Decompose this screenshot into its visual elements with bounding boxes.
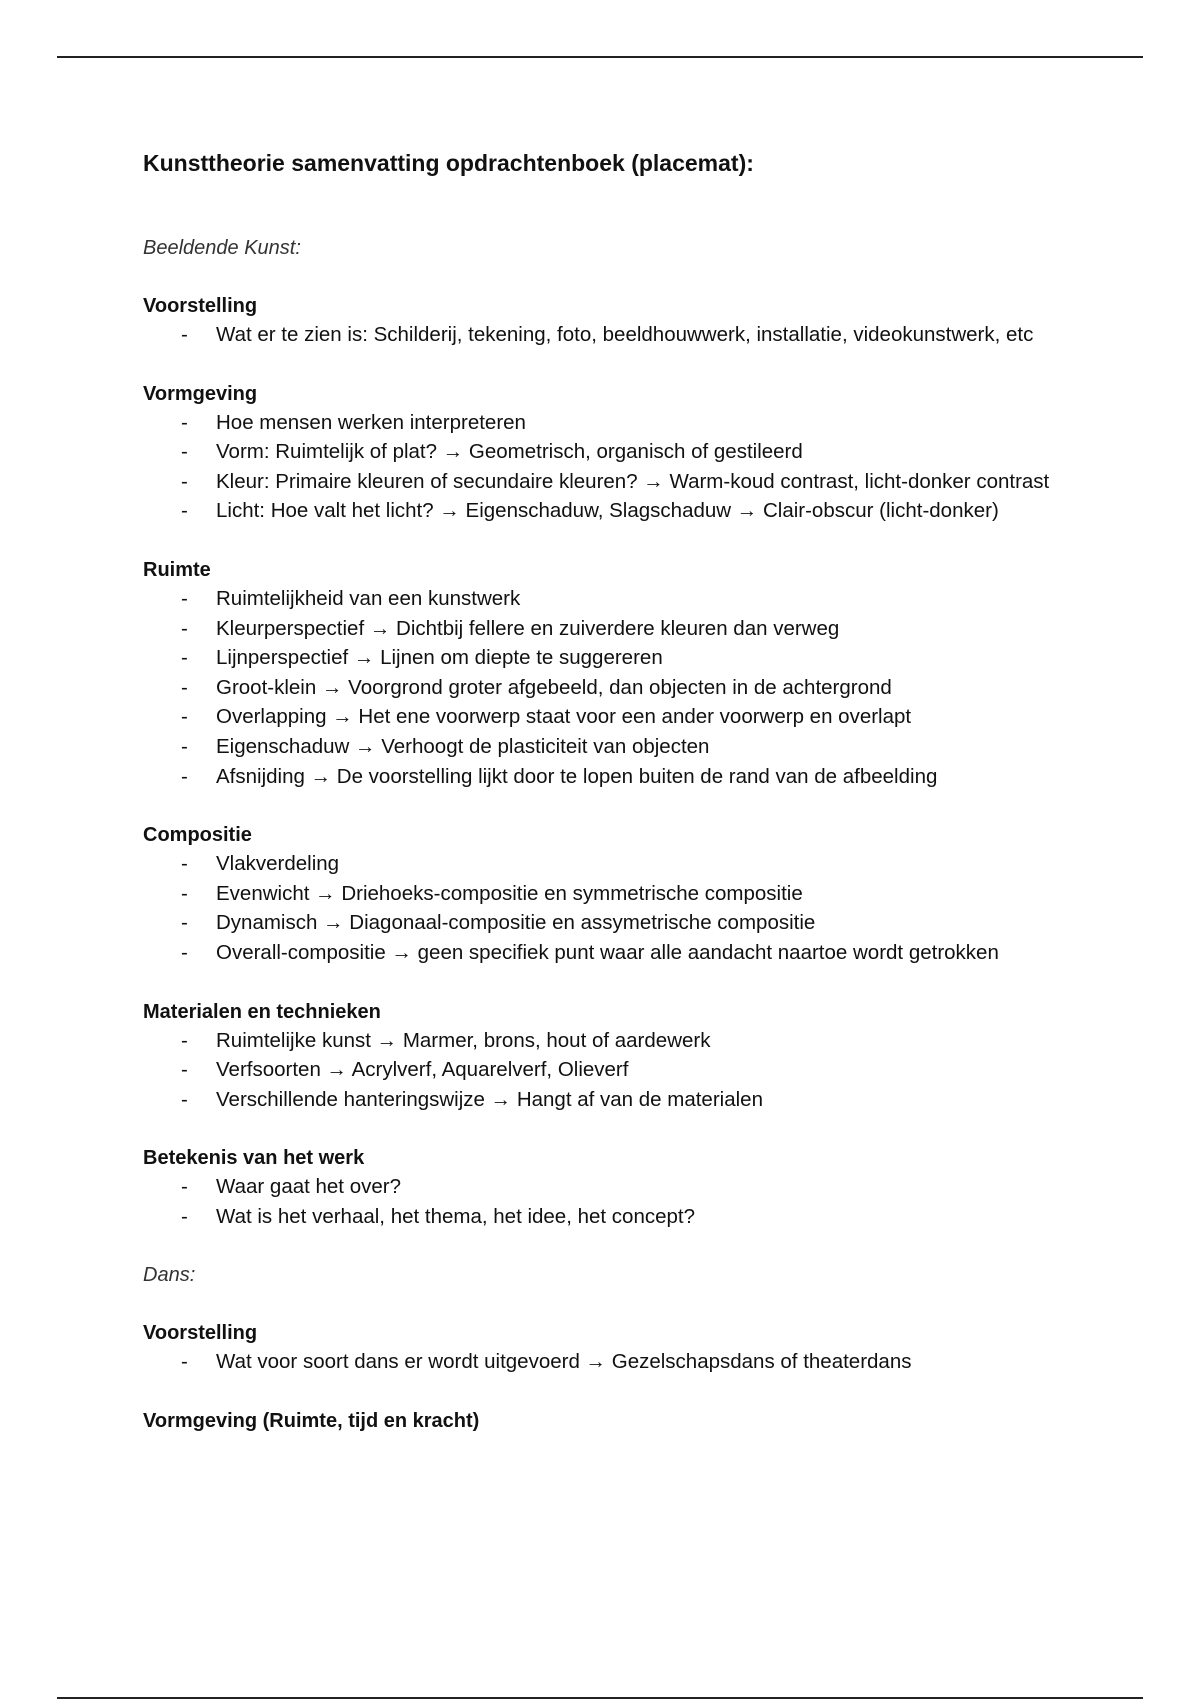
bullet-dash: - <box>181 705 188 729</box>
section-dans-voorstelling <box>143 1319 1103 1377</box>
list-item <box>143 320 1103 350</box>
bullet-dash: - <box>181 940 188 964</box>
bullet-list <box>143 408 1103 526</box>
list-item <box>143 762 1103 792</box>
part-beeldende-kunst <box>143 234 1103 1231</box>
document-title: Kunsttheorie samenvatting opdrachtenboek (placemat): <box>143 150 754 176</box>
section-vormgeving <box>143 380 1103 526</box>
bullet-dash: - <box>181 1087 188 1111</box>
bullet-dash: - <box>181 646 188 670</box>
section-dans-vormgeving <box>143 1407 1103 1435</box>
part-dans <box>143 1261 1103 1435</box>
bullet-dash: - <box>181 323 188 346</box>
list-item <box>143 437 1103 467</box>
bullet-dash: - <box>181 616 188 640</box>
list-item <box>143 584 1103 614</box>
list-item-text: Licht: Hoe valt het licht? → Eigenschaduw, Slagschaduw → Clair-obscur (licht-donker) <box>216 499 999 523</box>
bullet-dash: - <box>181 734 188 758</box>
section-heading: Vormgeving <box>143 382 258 405</box>
list-item-text: Evenwicht → Driehoeks-compositie en symmetrische compositie <box>216 881 803 905</box>
section-heading: Betekenis van het werk <box>143 1147 365 1170</box>
list-item-text: Kleur: Primaire kleuren of secundaire kleuren? → Warm-koud contrast, licht-donker contrast <box>216 469 1050 493</box>
list-item <box>143 1347 1103 1377</box>
list-item <box>143 496 1103 526</box>
list-item-text: Ruimtelijkheid van een kunstwerk <box>216 586 521 610</box>
list-item-text: Groot-klein → Voorgrond groter afgebeeld, dan objecten in de achtergrond <box>216 675 892 699</box>
list-item <box>143 1055 1103 1085</box>
list-item <box>143 702 1103 732</box>
bullet-dash: - <box>181 764 188 788</box>
section-heading: Voorstelling <box>143 295 258 317</box>
section-voorstelling <box>143 292 1103 350</box>
list-item-text: Eigenschaduw → Verhoogt de plasticiteit van objecten <box>216 734 710 758</box>
bullet-dash: - <box>181 499 188 523</box>
list-item <box>143 1026 1103 1056</box>
section-heading: Vormgeving (Ruimte, tijd en kracht) <box>143 1410 480 1433</box>
bullet-dash: - <box>181 675 188 699</box>
page-content <box>143 140 1103 1435</box>
list-item <box>143 643 1103 673</box>
list-item-text: Waar gaat het over? <box>216 1175 401 1199</box>
list-item <box>143 1202 1103 1232</box>
part-title: Dans: <box>143 1264 196 1287</box>
section-heading: Materialen en technieken <box>143 1000 381 1023</box>
list-item-text: Kleurperspectief → Dichtbij fellere en zuiverdere kleuren dan verweg <box>216 616 840 640</box>
bullet-dash: - <box>181 586 188 610</box>
list-item-text: Verfsoorten → Acrylverf, Aquarelverf, Olieverf <box>216 1058 629 1082</box>
bullet-dash: - <box>181 1350 188 1374</box>
section-ruimte <box>143 556 1103 791</box>
bottom-rule <box>57 1697 1143 1699</box>
list-item-text: Lijnperspectief → Lijnen om diepte te suggereren <box>216 646 663 670</box>
list-item <box>143 732 1103 762</box>
list-item-text: Wat voor soort dans er wordt uitgevoerd → Gezelschapsdans of theaterdans <box>216 1350 912 1374</box>
list-item-text: Afsnijding → De voorstelling lijkt door te lopen buiten de rand van de afbeelding <box>216 764 938 788</box>
list-item-text: Verschillende hanteringswijze → Hangt af van de materialen <box>216 1087 763 1111</box>
section-heading: Voorstelling <box>143 1322 258 1345</box>
list-item <box>143 467 1103 497</box>
list-item <box>143 408 1103 438</box>
list-item <box>143 614 1103 644</box>
list-item <box>143 908 1103 938</box>
bullet-dash: - <box>181 1058 188 1082</box>
list-item-text: Vlakverdeling <box>216 852 340 876</box>
bullet-dash: - <box>181 911 188 935</box>
list-item-text: Wat is het verhaal, het thema, het idee, het concept? <box>216 1204 695 1228</box>
section-heading: Ruimte <box>143 558 211 581</box>
list-item-text: Ruimtelijke kunst → Marmer, brons, hout of aardewerk <box>216 1028 711 1052</box>
section-betekenis-van-het-werk <box>143 1144 1103 1231</box>
section-heading: Compositie <box>143 824 252 847</box>
list-item <box>143 1172 1103 1202</box>
bullet-dash: - <box>181 1175 188 1199</box>
section-compositie <box>143 821 1103 967</box>
bullet-list <box>143 584 1103 791</box>
part-title: Beeldende Kunst: <box>143 237 301 259</box>
list-item-text: Dynamisch → Diagonaal-compositie en assymetrische compositie <box>216 911 816 935</box>
bullet-list <box>143 1026 1103 1115</box>
bullet-dash: - <box>181 410 188 434</box>
list-item-text: Overall-compositie → geen specifiek punt waar alle aandacht naartoe wordt getrokken <box>216 940 999 964</box>
bullet-dash: - <box>181 440 188 464</box>
list-item <box>143 938 1103 968</box>
bullet-list <box>143 1172 1103 1231</box>
list-item-text: Overlapping → Het ene voorwerp staat voor een ander voorwerp en overlapt <box>216 705 912 729</box>
list-item-text: Vorm: Ruimtelijk of plat? → Geometrisch, organisch of gestileerd <box>216 440 803 464</box>
list-item-text: Wat er te zien is: Schilderij, tekening, foto, beeldhouwwerk, installatie, videokunstwerk, etc <box>216 323 1034 346</box>
top-rule <box>57 56 1143 58</box>
list-item <box>143 1085 1103 1115</box>
list-item <box>143 849 1103 879</box>
bullet-dash: - <box>181 1028 188 1052</box>
list-item-text: Hoe mensen werken interpreteren <box>216 410 526 434</box>
bullet-list <box>143 1347 1103 1377</box>
bullet-list <box>143 849 1103 967</box>
bullet-dash: - <box>181 1204 188 1228</box>
bullet-dash: - <box>181 852 188 876</box>
bullet-dash: - <box>181 881 188 905</box>
section-materialen-en-technieken <box>143 998 1103 1115</box>
bullet-list <box>143 320 1103 350</box>
bullet-dash: - <box>181 469 188 493</box>
list-item <box>143 879 1103 909</box>
list-item <box>143 673 1103 703</box>
